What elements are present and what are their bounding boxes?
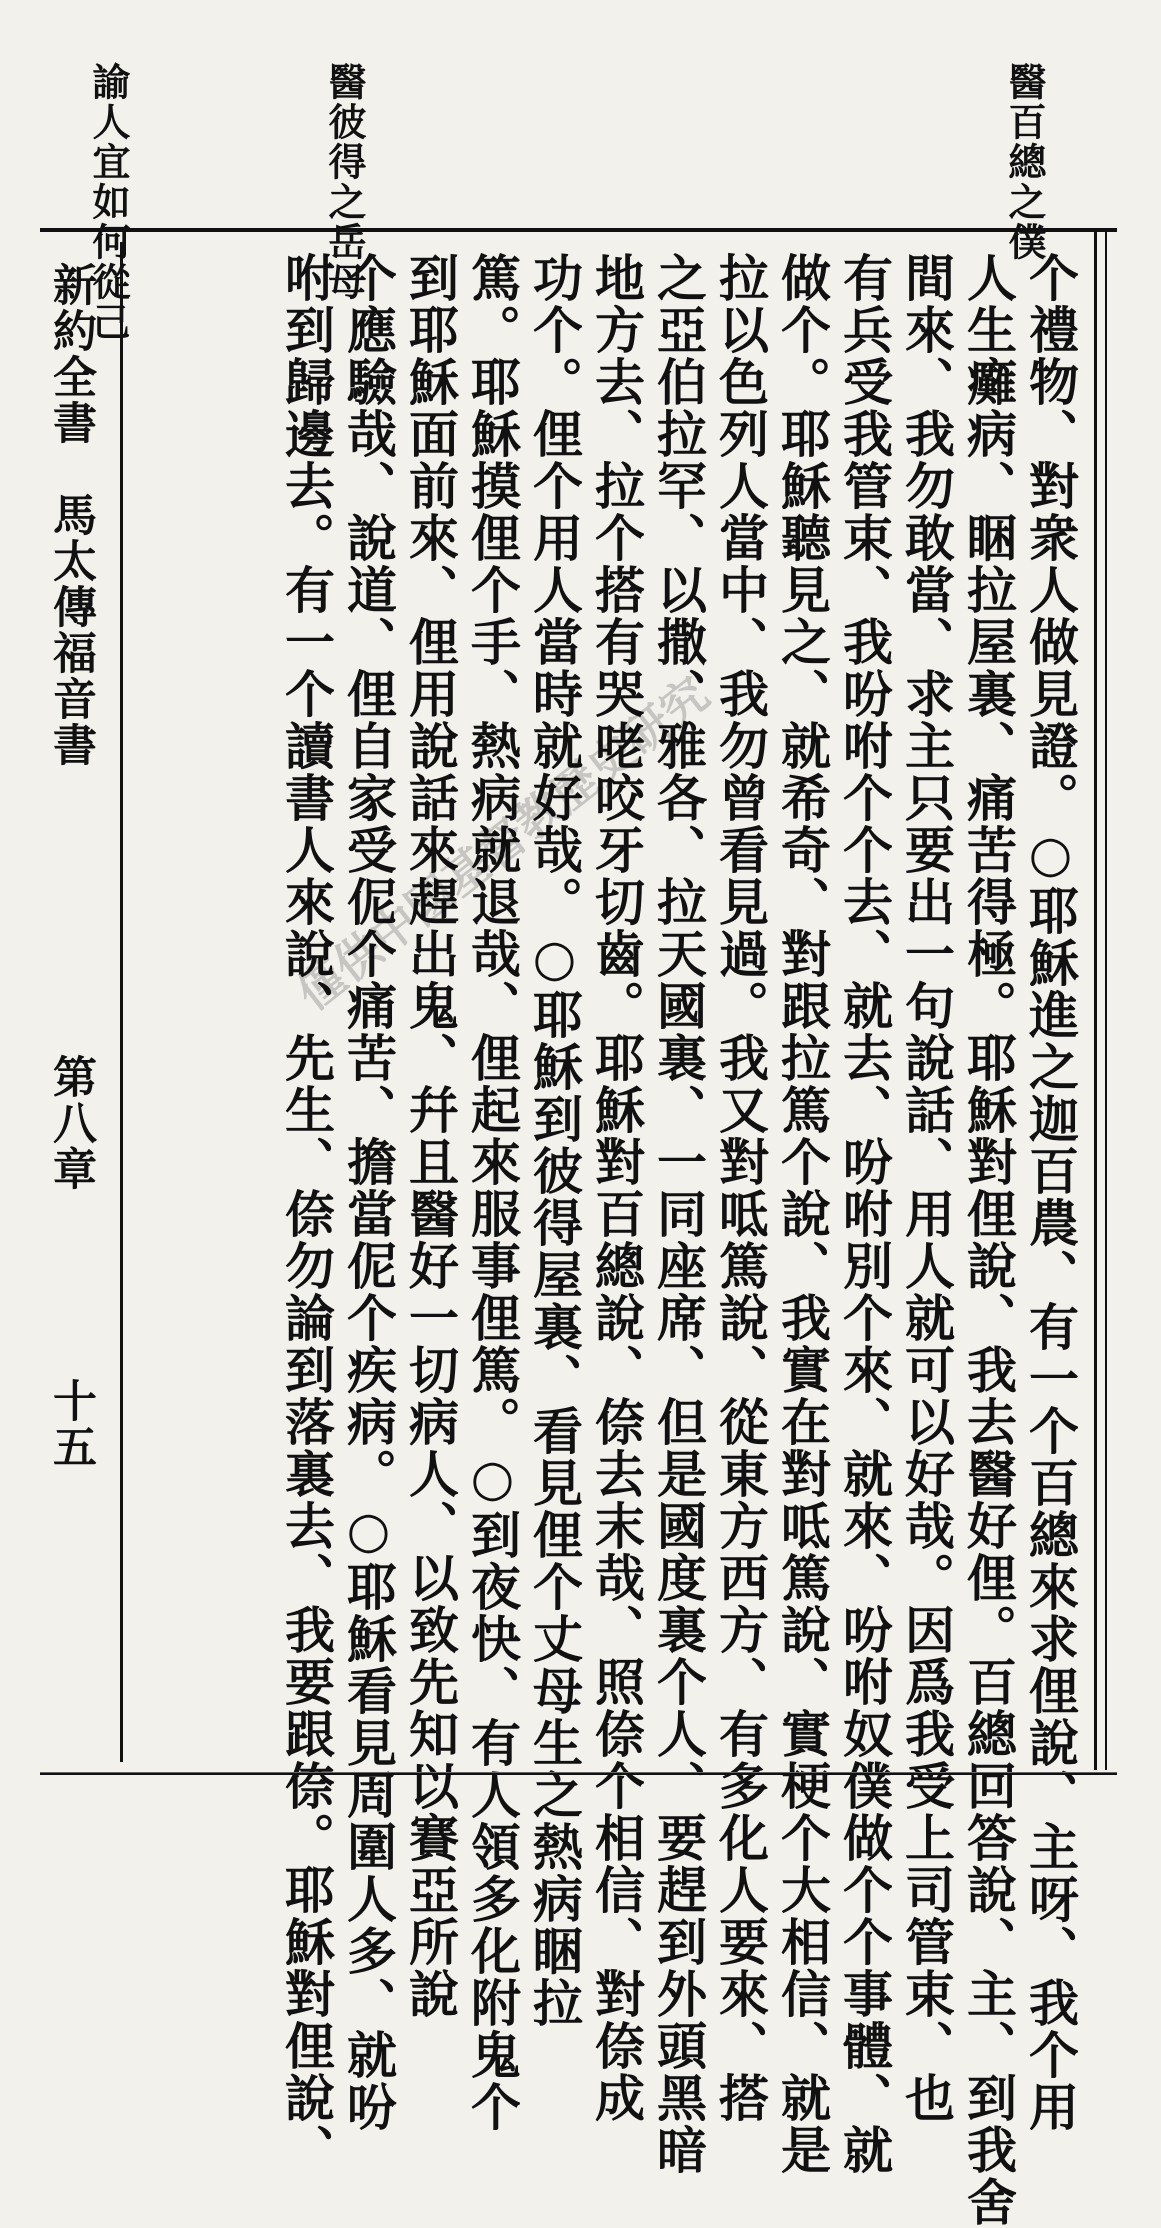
page-frame-right-edge (1094, 230, 1107, 1770)
headnote-follow-me: 諭人宜如何從己 (86, 62, 131, 342)
text-column: 做个。耶穌聽見之、就希奇、對跟拉篤个說、我實在對呧篤說、實梗个大相信、就是 (773, 252, 832, 2176)
text-column: 間來、我勿敢當、求主只要出一句說話、用人就可以好哉。因爲我受上司管束、也 (897, 252, 956, 2124)
text-column: 咐到歸邊去。有一个讀書人來說、先生、倷勿論到落裏去、我要跟倷。耶穌對俚說、 (277, 252, 336, 2176)
bottom-rule (40, 1772, 1117, 1773)
text-column: 个應驗哉、說道、俚自家受伲个痛苦、擔當伲个疾病。○耶穌看見周圍人多、就吩 (339, 252, 398, 2133)
page-number: 十五 (45, 1378, 96, 1470)
text-column: 之亞伯拉罕、以撒、雅各、拉天國裏、一同座席、但是國度裏个人、要趕到外頭黑暗 (649, 252, 708, 2176)
headnote-peter-mother-in-law: 醫彼得之岳母 (322, 62, 367, 302)
headnote-centurion-servant: 醫百總之僕 (1002, 62, 1047, 262)
text-column: 功个。俚个用人當時就好哉。○耶穌到彼得屋裏、看見俚个丈母生之熱病睏拉 (525, 252, 584, 2029)
text-column: 有兵受我管束、我吩咐个个去、就去、吩咐別个來、就來、吩咐奴僕做个个事體、就 (835, 252, 894, 2176)
chapter-label: 第八章 (45, 1054, 96, 1192)
text-column: 个禮物、對衆人做見證。○耶穌進之迦百農、有一个百總來求俚說、主呀、我个用 (1021, 252, 1080, 2133)
watermark: 僅供中國基督教歷史研究 (286, 666, 719, 1021)
text-column: 篤。耶穌摸俚个手、熱病就退哉、俚起來服事俚篤。○到夜快、有人領多化附鬼个 (463, 252, 522, 2133)
text-column: 人生癱病、睏拉屋裏、痛苦得極。耶穌對俚說、我去醫好俚。百總回答說、主、到我舍 (959, 252, 1018, 2228)
text-column: 地方去、拉个搭有哭咾咬牙切齒。耶穌對百總說、倷去末哉、照倷个相信、對倷成 (587, 252, 646, 2124)
text-column: 到耶穌面前來、俚用說話來趕出鬼、幷且醫好一切病人、以致先知以賽亞所說 (401, 252, 460, 2020)
book-title: 新約全書 馬太傳福音書 (45, 262, 96, 768)
text-column: 拉以色列人當中、我勿曾看見過。我又對呧篤說、從東方西方、有多化人要來、搭 (711, 252, 770, 2124)
